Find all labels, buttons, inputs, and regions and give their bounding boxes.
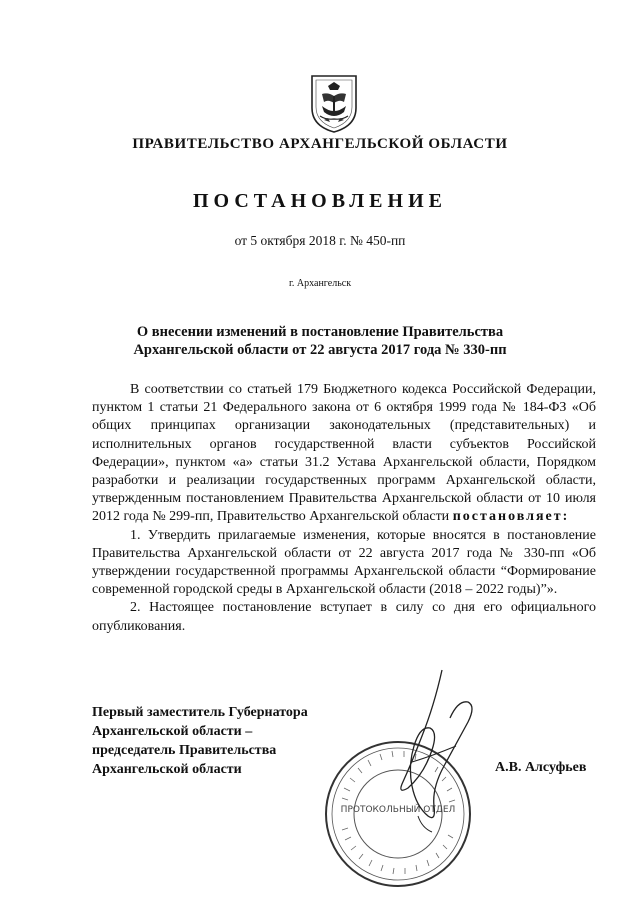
subject-line-2: Архангельской области от 22 августа 2017 года № 330-пп xyxy=(133,342,507,358)
preamble-paragraph xyxy=(92,381,596,527)
position-line-3: председатель Правительства xyxy=(92,743,277,758)
government-title: ПРАВИТЕЛЬСТВО АРХАНГЕЛЬСКОЙ ОБЛАСТИ xyxy=(132,136,508,152)
document-city: г. Архангельск xyxy=(288,278,352,289)
item-2-paragraph: 2. Настоящее постановление вступает в силу со дня его официального опубликования. xyxy=(92,600,596,634)
item-1-paragraph: 1. Утвердить прилагаемые изменения, которые вносятся в постановление Правительства Архангельской области от 22 августа 2017 года № 330-пп «Об утверждении государственной программы Архангельской области “Формирование современной городской среды в Архангельской области (2018 – 2022 годы)”». xyxy=(92,527,596,598)
document-type-heading: ПОСТАНОВЛЕНИЕ xyxy=(193,190,447,212)
position-line-1: Первый заместитель Губернатора xyxy=(92,705,308,720)
decree-word: постановляет: xyxy=(452,509,570,525)
preamble-text: В соответствии со статьей 179 Бюджетного кодекса Российской Федерации, пунктом 1 статьи 21 Федерального закона от 6 октября 1999 года № 184-ФЗ «Об общих принципах организации законодательных (представительных) и исполнительных органов государственной власти субъектов Российской Федерации», пунктом «а» статьи 31.2 Устава Архангельской области, Порядком разработки и реализации государственных программ Архангельской области, утвержденным постановлением Правительства Архангельской области от 10 июля 2012 года № 299-пп, Правительство Архангельской области xyxy=(92,382,596,525)
document-subject xyxy=(60,323,580,359)
subject-line-1: О внесении изменений в постановление Правительства xyxy=(136,324,504,340)
handwritten-signature-icon xyxy=(372,666,482,836)
stamp-text: ПРОТОКОЛЬНЫЙ ОТДЕЛ xyxy=(340,805,456,815)
coat-of-arms-icon xyxy=(306,72,362,134)
position-line-2: Архангельской области – xyxy=(92,724,253,739)
document-body xyxy=(92,381,596,636)
signer-name: А.В. Алсуфьев xyxy=(495,760,587,775)
position-line-4: Архангельской области xyxy=(92,762,242,777)
document-date-number: от 5 октября 2018 г. № 450-пп xyxy=(234,233,406,248)
